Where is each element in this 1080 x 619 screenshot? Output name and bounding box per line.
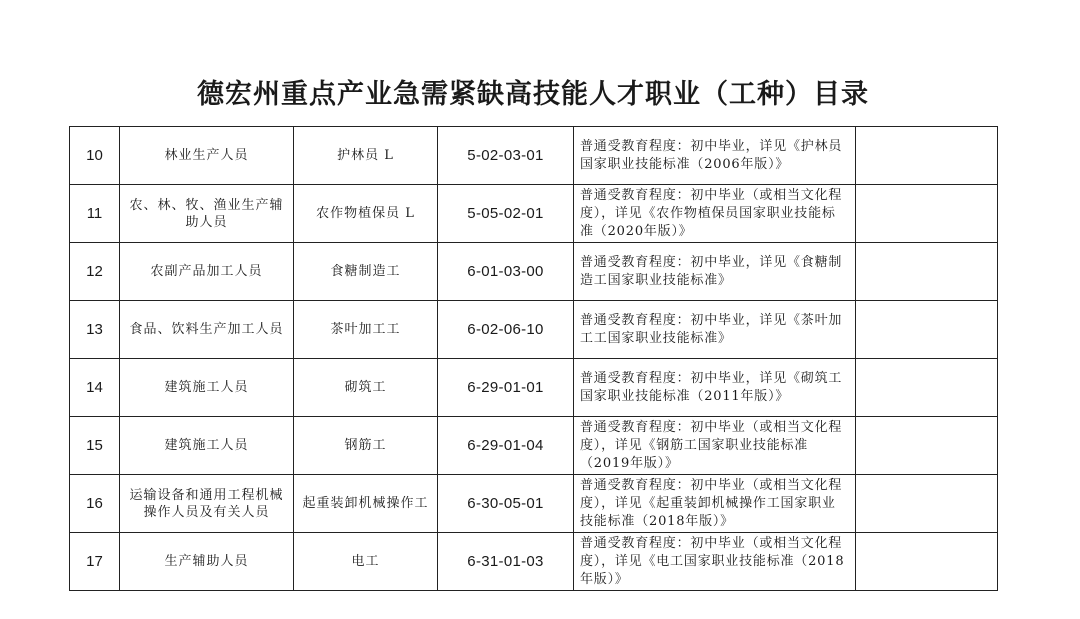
row-number: 17 — [70, 533, 120, 591]
table-row — [70, 127, 998, 185]
table-row — [70, 417, 998, 475]
occupation-category: 生产辅助人员 — [120, 533, 294, 591]
occupation-name: 食糖制造工 — [294, 243, 438, 301]
requirement-text: 普通受教育程度：初中毕业，详见《砌筑工国家职业技能标准（2011年版）》 — [574, 359, 856, 417]
occupation-category: 食品、饮料生产加工人员 — [120, 301, 294, 359]
occupation-code: 6-31-01-03 — [438, 533, 574, 591]
occupation-code: 6-02-06-10 — [438, 301, 574, 359]
occupation-code: 5-05-02-01 — [438, 185, 574, 243]
requirement-text: 普通受教育程度：初中毕业（或相当文化程度），详见《农作物植保员国家职业技能标准（2020年版）》 — [574, 185, 856, 243]
note-cell — [856, 359, 998, 417]
table-row — [70, 301, 998, 359]
occupation-name: 钢筋工 — [294, 417, 438, 475]
note-cell — [856, 185, 998, 243]
row-number: 14 — [70, 359, 120, 417]
requirement-text: 普通受教育程度：初中毕业（或相当文化程度），详见《电工国家职业技能标准（2018年版）》 — [574, 533, 856, 591]
row-number: 11 — [70, 185, 120, 243]
page-title: 德宏州重点产业急需紧缺高技能人才职业（工种）目录 — [197, 79, 869, 110]
occupation-code: 6-29-01-04 — [438, 417, 574, 475]
occupation-name: 茶叶加工工 — [294, 301, 438, 359]
occupation-category: 农、林、牧、渔业生产辅助人员 — [120, 185, 294, 243]
occupation-name: 砌筑工 — [294, 359, 438, 417]
note-cell — [856, 533, 998, 591]
occupation-category: 运输设备和通用工程机械操作人员及有关人员 — [120, 475, 294, 533]
occupation-category: 建筑施工人员 — [120, 417, 294, 475]
note-cell — [856, 301, 998, 359]
requirement-text: 普通受教育程度：初中毕业（或相当文化程度），详见《钢筋工国家职业技能标准（2019年版）》 — [574, 417, 856, 475]
occupation-code: 6-01-03-00 — [438, 243, 574, 301]
requirement-text: 普通受教育程度：初中毕业，详见《茶叶加工工国家职业技能标准》 — [574, 301, 856, 359]
table-row — [70, 475, 998, 533]
occupation-code: 6-30-05-01 — [438, 475, 574, 533]
occupation-code: 5-02-03-01 — [438, 127, 574, 185]
occupation-name: 护林员 L — [294, 127, 438, 185]
table-row — [70, 359, 998, 417]
note-cell — [856, 417, 998, 475]
occupation-name: 电工 — [294, 533, 438, 591]
table-row — [70, 243, 998, 301]
table-row — [70, 185, 998, 243]
row-number: 16 — [70, 475, 120, 533]
requirement-text: 普通受教育程度：初中毕业（或相当文化程度），详见《起重装卸机械操作工国家职业技能标准（2018年版）》 — [574, 475, 856, 533]
requirement-text: 普通受教育程度：初中毕业，详见《护林员国家职业技能标准（2006年版）》 — [574, 127, 856, 185]
occupation-code: 6-29-01-01 — [438, 359, 574, 417]
row-number: 13 — [70, 301, 120, 359]
row-number: 12 — [70, 243, 120, 301]
note-cell — [856, 475, 998, 533]
note-cell — [856, 243, 998, 301]
occupation-name: 农作物植保员 L — [294, 185, 438, 243]
row-number: 15 — [70, 417, 120, 475]
note-cell — [856, 127, 998, 185]
requirement-text: 普通受教育程度：初中毕业，详见《食糖制造工国家职业技能标准》 — [574, 243, 856, 301]
row-number: 10 — [70, 127, 120, 185]
occupation-name: 起重装卸机械操作工 — [294, 475, 438, 533]
occupation-category: 林业生产人员 — [120, 127, 294, 185]
occupation-category: 农副产品加工人员 — [120, 243, 294, 301]
occupation-catalog-table — [69, 126, 998, 591]
table-row — [70, 533, 998, 591]
occupation-category: 建筑施工人员 — [120, 359, 294, 417]
